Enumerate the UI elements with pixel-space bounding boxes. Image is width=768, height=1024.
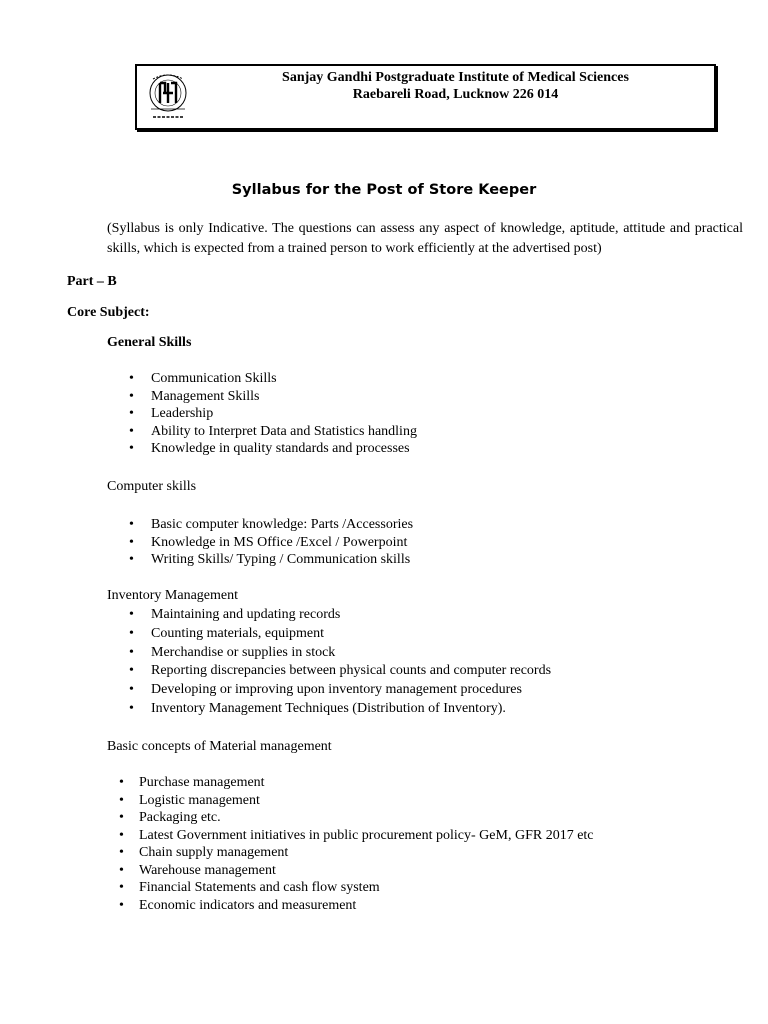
list-item-text: Knowledge in quality standards and processes (151, 441, 410, 456)
list-item (129, 440, 417, 458)
bullet-icon: • (129, 517, 134, 532)
list-item-text: Purchase management (139, 775, 265, 790)
institute-header (135, 64, 716, 130)
list-item (129, 388, 417, 406)
bullet-icon: • (119, 845, 124, 860)
list-item (119, 809, 594, 827)
part-label: Part – B (67, 274, 117, 289)
institute-name: Sanjay Gandhi Postgraduate Institute of Medical Sciences (282, 70, 629, 85)
list-item (129, 700, 551, 719)
core-subject-label: Core Subject: (67, 305, 150, 320)
material-management-list (119, 774, 594, 914)
list-item (129, 551, 413, 569)
bullet-icon: • (119, 792, 124, 808)
list-item (119, 879, 594, 897)
list-item-text: Writing Skills/ Typing / Communication skills (151, 552, 411, 567)
bullet-icon: • (119, 827, 124, 843)
bullet-icon: • (129, 607, 134, 622)
computer-skills-list (129, 516, 414, 569)
list-item-text: Counting materials, equipment (151, 625, 325, 641)
institute-address: Raebareli Road, Lucknow 226 014 (352, 87, 559, 102)
list-item-text: Logistic management (139, 792, 260, 808)
section-heading-computer-skills: Computer skills (107, 479, 197, 494)
list-item (129, 516, 414, 534)
list-item (119, 862, 594, 880)
list-item (129, 423, 417, 441)
list-item (119, 844, 594, 862)
list-item (129, 370, 417, 388)
list-item (129, 606, 551, 625)
page-title: Syllabus for the Post of Store Keeper (231, 182, 537, 198)
list-item-text: Economic indicators and measurement (139, 897, 357, 913)
list-item-text: Management Skills (151, 388, 260, 404)
bullet-icon: • (119, 880, 124, 895)
list-item-text: Knowledge in MS Office /Excel / Powerpoint (151, 534, 408, 550)
list-item (129, 662, 552, 681)
bullet-icon: • (119, 897, 124, 913)
list-item-text: Financial Statements and cash flow system (139, 880, 380, 895)
bullet-icon: • (129, 441, 134, 456)
bullet-icon: • (129, 625, 134, 641)
bullet-icon: • (129, 388, 134, 404)
list-item-text: Merchandise or supplies in stock (151, 644, 336, 660)
list-item (129, 405, 417, 423)
list-item (119, 897, 594, 915)
list-item (129, 625, 551, 644)
bullet-icon: • (129, 371, 134, 386)
bullet-icon: • (119, 810, 124, 825)
bullet-icon: • (119, 775, 124, 790)
list-item-text: Basic computer knowledge: Parts /Accessories (151, 517, 414, 532)
bullet-icon: • (129, 552, 134, 567)
list-item (119, 774, 594, 792)
bullet-icon: • (119, 862, 124, 878)
bullet-icon: • (129, 644, 134, 660)
section-heading-material-management: Basic concepts of Material management (107, 739, 332, 754)
list-item-text: Ability to Interpret Data and Statistics handling (151, 423, 417, 439)
bullet-icon: • (129, 406, 134, 421)
list-item-text: Chain supply management (139, 845, 289, 860)
section-heading-inventory-management: Inventory Management (107, 588, 239, 603)
list-item-text: Packaging etc. (139, 810, 221, 825)
bullet-icon: • (129, 534, 134, 550)
list-item-text: Developing or improving upon inventory management procedures (151, 682, 522, 698)
general-skills-list (129, 370, 417, 458)
list-item-text: Latest Government initiatives in public procurement policy- GeM, GFR 2017 etc (139, 827, 594, 843)
list-item-text: Warehouse management (139, 862, 276, 878)
list-item-text: Communication Skills (151, 371, 277, 386)
list-item (119, 827, 594, 845)
list-item-text: Maintaining and updating records (151, 607, 341, 622)
list-item (119, 792, 594, 810)
bullet-icon: • (129, 663, 134, 679)
list-item (129, 534, 413, 552)
intro-paragraph: (Syllabus is only Indicative. The questions can assess any aspect of knowledge, aptitude, attitude and practical skills, which is expected from a trained person to work efficiently at the advertised post) (107, 221, 743, 256)
section-heading-general-skills: General Skills (107, 335, 192, 350)
bullet-icon: • (129, 700, 134, 716)
list-item-text: Reporting discrepancies between physical counts and computer records (151, 663, 552, 679)
list-item-text: Inventory Management Techniques (Distribution of Inventory). (151, 700, 506, 716)
bullet-icon: • (129, 423, 134, 439)
list-item (129, 644, 551, 663)
inventory-management-list (129, 606, 552, 719)
bullet-icon: • (129, 682, 134, 698)
list-item-text: Leadership (151, 406, 214, 421)
list-item (129, 681, 551, 700)
